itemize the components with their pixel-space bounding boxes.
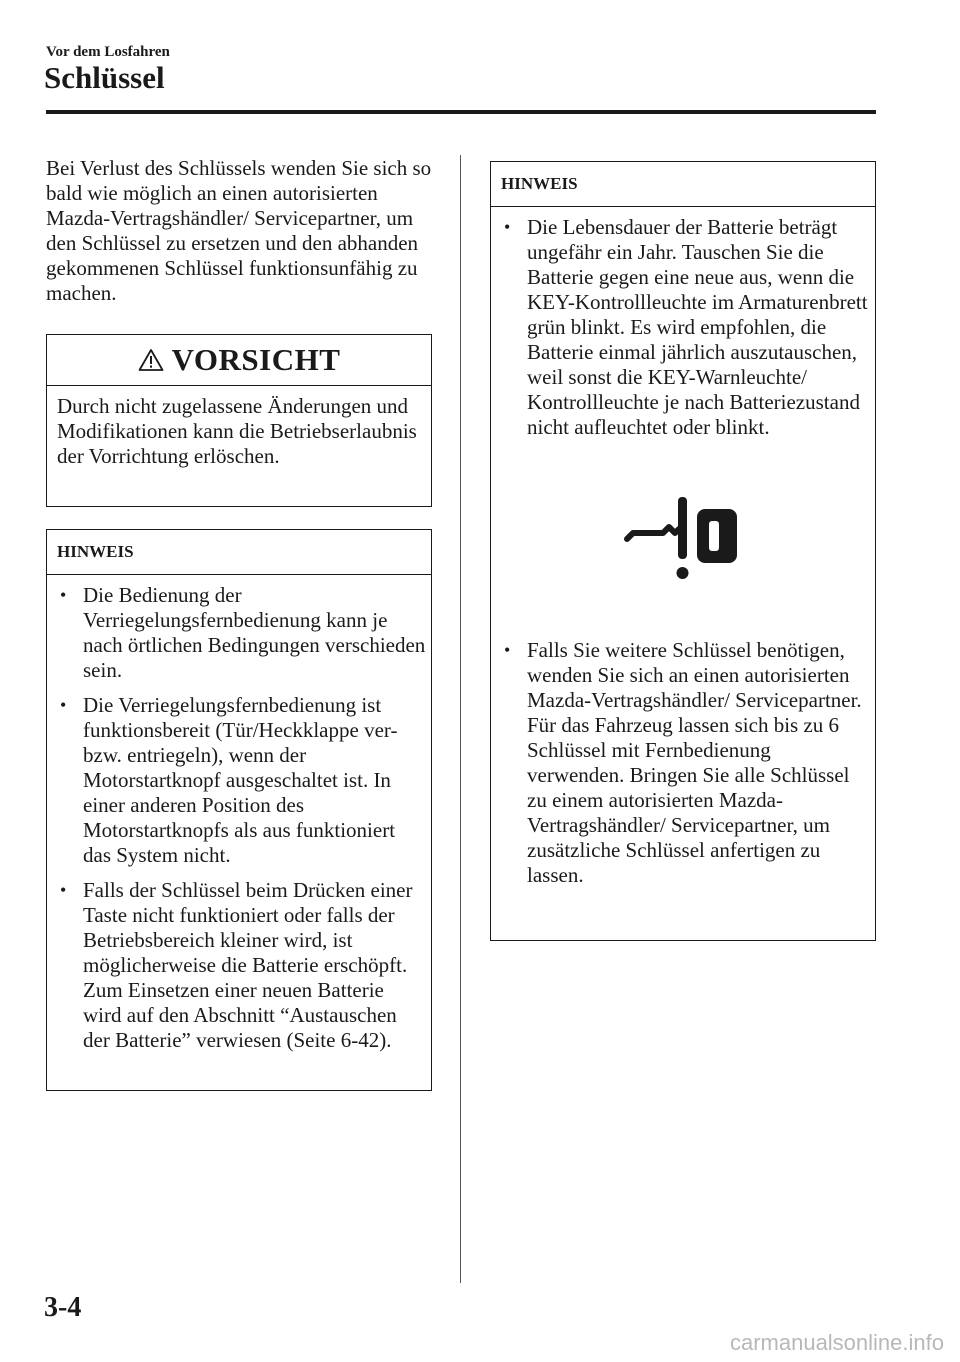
- column-divider: [460, 155, 461, 1283]
- key-icon-area: [491, 450, 875, 630]
- list-item-text: Die Lebensdauer der Batterie beträgt ungefähr ein Jahr. Tauschen Sie die Batterie gegen eine neue aus, wenn die KEY-Kontrollleuchte im Armaturenbrett grün blinkt. Es wird empfohlen, die Batterie einmal jährlich auszutauschen, weil sonst die KEY-Warnleuchte/ Kontrollleuchte je nach Batteriezustand nicht aufleuchtet oder blinkt.: [527, 215, 868, 439]
- page-number: 3-4: [44, 1292, 82, 1323]
- title-rule: [46, 110, 876, 114]
- list-item: [491, 638, 875, 888]
- page-title: Schlüssel: [44, 60, 165, 95]
- bullet: •: [504, 217, 511, 237]
- watermark: carmanualsonline.info: [729, 1330, 944, 1355]
- caution-text: Durch nicht zugelassene Änderungen und Modifikationen kann die Betriebserlaubnis der Vorrichtung erlöschen.: [57, 394, 417, 468]
- note-list: [491, 207, 875, 440]
- caution-box: [46, 334, 432, 507]
- intro-paragraph: Bei Verlust des Schlüssels wenden Sie sich so bald wie möglich an einen autorisierten Mazda-Vertragshändler/ Servicepartner, um den Schlüssel zu ersetzen und den abhanden gekommenen Schlüssel funktionsunfähig zu machen.: [46, 156, 432, 305]
- list-item: [491, 215, 875, 440]
- list-item: [47, 878, 431, 1053]
- note-list: [47, 575, 431, 1053]
- bullet: •: [504, 640, 511, 660]
- list-item-text: Falls der Schlüssel beim Drücken einer Taste nicht funktioniert oder falls der Betriebsbereich kleiner wird, ist möglicherweise die Batterie erschöpft. Zum Einsetzen einer neuen Batterie wird auf den Abschnitt “Austauschen der Batterie” verwiesen (Seite 6-42).: [83, 878, 413, 1052]
- section-kicker: Vor dem Losfahren: [46, 44, 170, 60]
- key-warning-icon: [623, 495, 743, 585]
- note-title: HINWEIS: [491, 162, 875, 207]
- bullet: •: [60, 585, 67, 605]
- list-item: [47, 583, 431, 683]
- note-list-continued: [491, 630, 875, 888]
- list-item-text: Falls Sie weitere Schlüssel benötigen, wenden Sie sich an einen autorisierten Mazda-Vertragshändler/ Servicepartner. Für das Fahrzeug lassen sich bis zu 6 Schlüssel mit Fernbedienung verwenden. Bringen Sie alle Schlüssel zu einem autorisierten Mazda-Vertragshändler/ Servicepartner, um zusätzliche Schlüssel anfertigen zu lassen.: [527, 638, 862, 887]
- caution-title: VORSICHT: [171, 342, 341, 377]
- note-box-right: [490, 161, 876, 941]
- bullet: •: [60, 880, 67, 900]
- list-item-text: Die Verriegelungsfernbedienung ist funktionsbereit (Tür/Heckklappe ver- bzw. entriegeln), wenn der Motorstartknopf ausgeschaltet ist. In einer anderen Position des Motorstartknopfs als aus funktioniert das System nicht.: [83, 693, 398, 867]
- note-box-left: [46, 529, 432, 1091]
- list-item: [47, 693, 431, 868]
- caution-header: [47, 335, 431, 386]
- note-title: HINWEIS: [47, 530, 431, 575]
- warning-triangle-icon: [138, 348, 164, 372]
- bullet: •: [60, 695, 67, 715]
- list-item-text: Die Bedienung der Verriegelungsfernbedienung kann je nach örtlichen Bedingungen verschieden sein.: [83, 583, 426, 682]
